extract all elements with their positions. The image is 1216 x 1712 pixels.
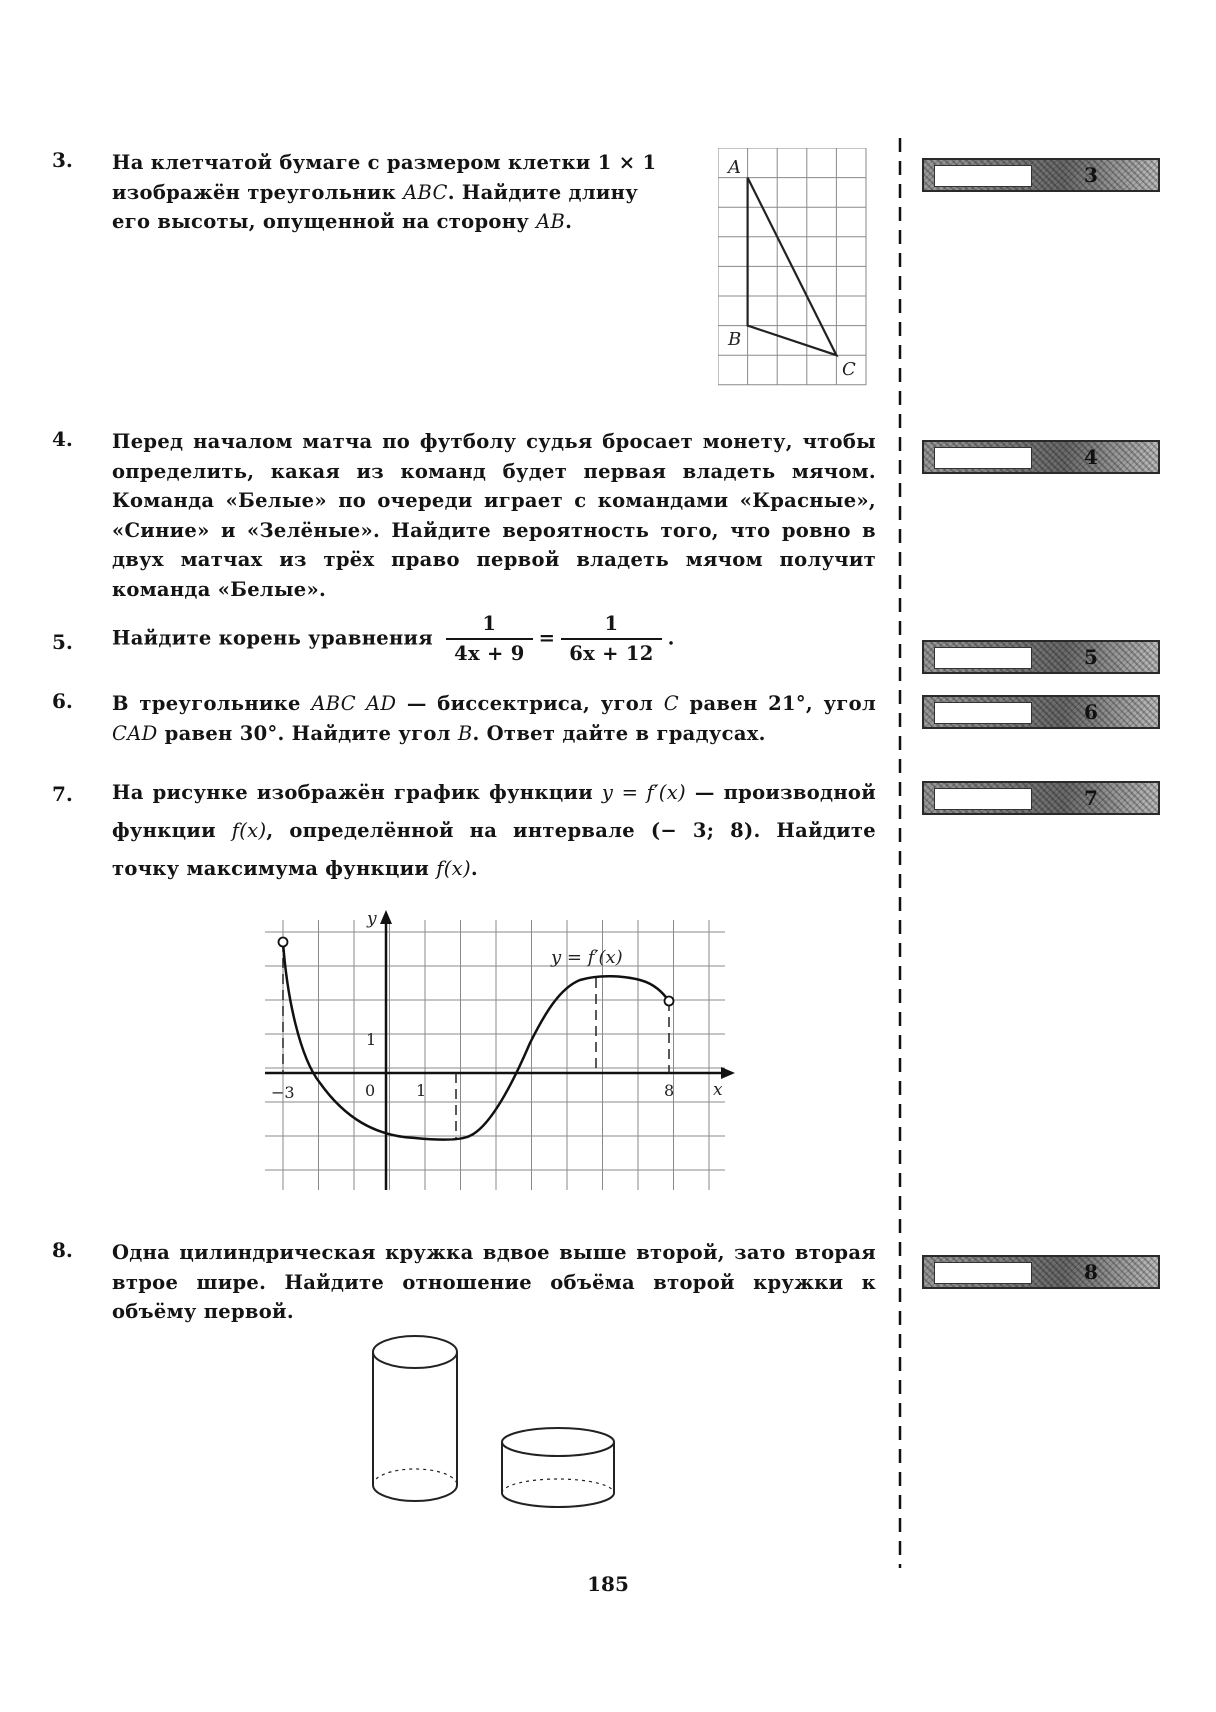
fraction-2-denominator: 6x + 12 (569, 642, 654, 665)
open-endpoint-left (279, 938, 288, 947)
fraction-2-numerator: 1 (561, 612, 661, 640)
problem-number: 8. (52, 1238, 73, 1262)
cut-line (897, 138, 903, 1568)
text-part: равен 30°. Найдите угол (157, 721, 458, 745)
text-part: — биссектриса, угол (396, 692, 664, 715)
problem-number: 3. (52, 148, 73, 172)
label-c: C (842, 359, 856, 380)
curve-label: y = f′(x) (551, 947, 623, 968)
page-number: 185 (587, 1572, 629, 1596)
problem-text: Одна цилиндрическая кружка вдвое выше второй, зато вторая втрое шире. Найдите отношение объёма второй кружки к объёму первой. (112, 1241, 876, 1323)
problem-3-line2-pre: изображён треугольник (112, 180, 404, 204)
answer-input[interactable] (934, 647, 1032, 669)
tick-label-1: 1 (416, 1081, 427, 1100)
problem-number: 7. (52, 782, 73, 806)
problem-number: 4. (52, 427, 73, 451)
math-cad: CAD (112, 721, 158, 745)
text-part: В треугольнике (112, 692, 312, 715)
answer-input[interactable] (934, 1262, 1032, 1284)
math-ab: AB (536, 210, 566, 233)
y-axis-label: y (367, 909, 377, 929)
answer-box-8 (922, 1255, 1160, 1289)
math-y-fprime: y = f′(x) (601, 781, 686, 804)
answer-box-7 (922, 781, 1160, 815)
text-part: равен 21°, угол (678, 692, 876, 715)
equation-lead: Найдите корень уравнения (112, 626, 434, 650)
equation-end: . (667, 626, 675, 650)
text-part: . Ответ дайте в градусах. (472, 721, 766, 745)
problem-number: 6. (52, 689, 73, 713)
open-endpoint-right (665, 997, 674, 1006)
math-b: B (457, 721, 473, 745)
fraction-1-numerator: 1 (446, 612, 532, 640)
answer-number: 4 (1084, 445, 1098, 469)
tick-label-y1: 1 (366, 1030, 377, 1049)
answer-input[interactable] (934, 447, 1032, 469)
problem-text: Перед началом матча по футболу судья бросает монету, чтобы определить, какая из команд будет первая владеть мячом. Команда «Белые» по очереди играет с командами «Красные», «Синие» и «Зелёные». Найдите вероятность того, что ровно в двух матчах из трёх право первой владеть мячом получит команда «Белые». (112, 430, 876, 601)
problem-number: 5. (52, 630, 73, 654)
label-a: A (728, 157, 741, 178)
answer-number: 5 (1084, 645, 1098, 669)
tick-label-8: 8 (664, 1081, 675, 1100)
answer-number: 8 (1084, 1260, 1098, 1284)
text-part: На рисунке изображён график функции (112, 781, 602, 804)
x-axis-arrow (721, 1067, 735, 1079)
answer-number: 7 (1084, 786, 1098, 810)
x-axis-label: x (713, 1080, 723, 1100)
math-fx: f(x) (436, 857, 471, 880)
math-abc-ad: ABC AD (311, 692, 397, 715)
answer-number: 6 (1084, 700, 1098, 724)
derivative-graph (255, 908, 735, 1198)
answer-number: 3 (1084, 163, 1098, 187)
problem-3-line3-pre: его высоты, опущенной на сторону (112, 210, 537, 233)
math-c: C (663, 692, 679, 715)
fraction-1 (446, 612, 532, 666)
label-b: B (728, 329, 742, 350)
problem-text (112, 612, 876, 666)
derivative-curve (283, 942, 669, 1140)
tall-cylinder (373, 1336, 457, 1501)
triangle-grid-figure (718, 148, 868, 388)
tick-label-0: 0 (365, 1081, 376, 1100)
problem-text (112, 148, 712, 237)
answer-box-3 (922, 158, 1160, 192)
answer-box-5 (922, 640, 1160, 674)
fraction-1-denominator: 4x + 9 (454, 642, 525, 665)
problem-3-line2-post: . Найдите длину (447, 180, 639, 204)
answer-box-4 (922, 440, 1160, 474)
problem-3-line3-post: . (565, 210, 573, 233)
math-abc: ABC (403, 180, 448, 204)
answer-input[interactable] (934, 165, 1032, 187)
answer-input[interactable] (934, 702, 1032, 724)
problem-text (112, 689, 876, 748)
equals-sign: = (538, 626, 556, 650)
math-fx: f(x) (231, 819, 267, 842)
problem-3-line1: На клетчатой бумаге с размером клетки 1 × 1 (112, 151, 657, 174)
wide-cylinder (502, 1428, 614, 1507)
cylinders-figure (360, 1330, 640, 1510)
y-axis-arrow (380, 910, 392, 924)
fraction-2 (561, 612, 661, 666)
answer-input[interactable] (934, 788, 1032, 810)
problem-text (112, 774, 876, 888)
graph-grid (265, 920, 725, 1190)
tick-label-neg3: −3 (271, 1083, 295, 1102)
text-part: — производной функции (112, 781, 876, 842)
text-part: . (470, 857, 478, 880)
answer-box-6 (922, 695, 1160, 729)
text-part: , определённой на интервале (− 3; 8). Найдите точку максимума функции (112, 819, 877, 880)
dashed-guides (283, 942, 669, 1140)
